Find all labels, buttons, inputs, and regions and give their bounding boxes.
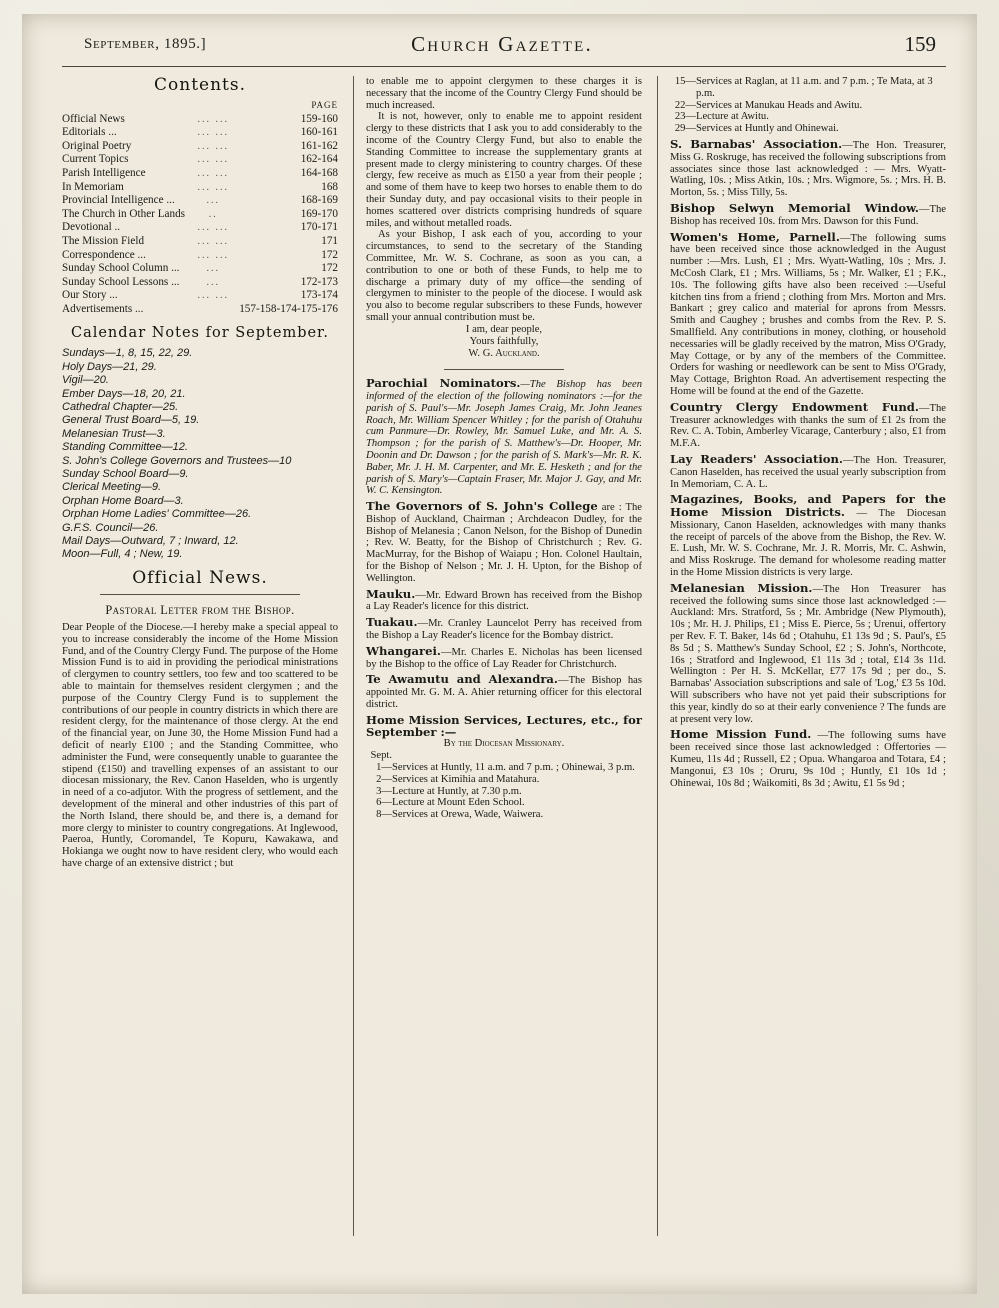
service-date: 23— <box>674 111 696 123</box>
service-date: Sept. 1— <box>370 750 392 774</box>
home-mission-fund-item <box>670 729 946 789</box>
awamutu-item <box>366 674 642 710</box>
letter-signature: W. G. Auckland. <box>468 348 540 360</box>
womens-home-item <box>670 229 947 398</box>
service-text: Lecture at Awitu. <box>696 111 769 123</box>
mauku-body: —Mr. Edward Brown has received from the Bishop a Lay Reader's licence for this district. <box>366 589 642 613</box>
page-sheet <box>22 14 977 1294</box>
leader-dots: ... ... <box>197 222 229 234</box>
service-list-item <box>366 774 642 786</box>
barnabas-body: —The Hon. Treasurer, Miss G. Roskruge, has received the following subscriptions from associates since those last acknowledged : — Mrs. Wyatt-Watling, 10s. ; Miss Atkin, 10s. ; Mrs. Wigmore, 5s. ; Mrs. H. B. Morton, 5s. ; Miss Tilly, 5s. <box>670 139 946 199</box>
contents-pages: 168 <box>321 180 338 193</box>
governors-head: The Governors of S. John's College <box>366 499 598 514</box>
service-text: Services at Kimihia and Matahura. <box>392 773 540 785</box>
leader-dots: ... ... <box>197 113 229 125</box>
contents-label: Provincial Intelligence ... <box>62 194 175 207</box>
table-row <box>62 153 338 167</box>
service-text: Lecture at Mount Eden School. <box>392 797 525 809</box>
service-list-item <box>366 750 642 774</box>
calendar-line: Sundays—1, 8, 15, 22, 29. <box>62 347 193 360</box>
whangarei-body: —Mr. Charles E. Nicholas has been licensed by the Bishop to the office of Lay Reader for Christchurch. <box>366 646 642 670</box>
mauku-item <box>366 586 642 614</box>
table-row <box>62 262 338 276</box>
service-list-item <box>670 123 946 135</box>
leader-dots: ... ... <box>197 167 229 179</box>
letter-paragraph: to enable me to appoint clergymen to these charges it is necessary that the income of the Country Clergy Fund should be much increased. <box>366 76 642 111</box>
service-text: Services at Raglan, at 11 a.m. and 7 p.m. ; Te Mata, at 3 p.m. <box>696 76 933 99</box>
letter-yours: Yours faithfully, <box>469 335 539 347</box>
leader-dots: ... ... <box>197 140 229 152</box>
calendar-line: Moon—Full, 4 ; New, 19. <box>62 548 183 561</box>
service-list-item <box>670 111 946 123</box>
service-text: Services at Huntly and Ohinewai. <box>696 123 839 135</box>
calendar-line: Vigil—20. <box>62 374 109 387</box>
calendar-line: General Trust Board—5, 19. <box>62 414 200 427</box>
womens-home-head: Women's Home, Parnell. <box>670 229 840 244</box>
lay-readers-head: Lay Readers' Association. <box>670 451 843 466</box>
leader-dots: ... ... <box>197 181 229 193</box>
section-rule <box>444 369 564 370</box>
leader-dots: ... ... <box>197 154 229 166</box>
header-rule <box>62 66 946 67</box>
contents-label: Original Poetry <box>62 139 132 152</box>
calendar-line: Holy Days—21, 29. <box>62 360 157 373</box>
contents-label: Sunday School Lessons ... <box>62 275 180 288</box>
contents-pages: 172-173 <box>300 275 338 288</box>
table-row <box>62 303 338 317</box>
contents-label: Advertisements ... <box>62 302 144 315</box>
tuakau-body: —Mr. Cranley Launcelot Perry has received from the Bishop a Lay Reader's licence for the Bombay district. <box>366 618 642 642</box>
selwyn-window-item <box>670 200 946 228</box>
column-2 <box>366 76 642 1266</box>
home-mission-services-subhead: By the Diocesan Missionary. <box>443 738 565 750</box>
lay-readers-body: —The Hon. Treasurer, Canon Haselden, has received the usual yearly subscription from In Memoriam, C. A. L. <box>670 454 946 490</box>
columns-container <box>62 76 946 1266</box>
contents-page-label: PAGE <box>311 99 338 110</box>
service-date: 6— <box>376 797 392 809</box>
calendar-line: Sunday School Board—9. <box>62 467 189 480</box>
magazines-body: — The Diocesan Missionary, Canon Haselden, acknowledges with many thanks the receipt of parcels of the above from the Bishop, the Rev. W. E. Lush, Mr. W. S. Cochrane, Mr. J. R. Morris, Mr. C. Ashwin, and Miss Roskruge. The demand for wholesome reading matter in the Home Mission districts is very large. <box>670 508 947 579</box>
calendar-title: Calendar Notes for September. <box>70 324 330 341</box>
home-mission-fund-head: Home Mission Fund. <box>670 727 812 742</box>
womens-home-body: —The following sums have been received since those acknowledged in the August number :—Mrs. Lush, £1 ; Mrs. Wyatt-Watling, 10s ; Mrs. J. McCosh Clark, £1 ; Mrs. Williams, 5s ; Mr. Walker, £1 ; F.K., 10s. The following gifts have also been received :—Useful kitchen tins from a friend ; clothing from Mrs. Morton and Mrs. Bankart ; grey calico and material for aprons from Messrs. Smith and Caughey ; brushes and combs from the Rev. P. S. Smallfield. Any contributions in money, clothing, or household necessaries will be gladly received by the matron, Miss O'Grady, May Cottage, or by any of the members of the Committee. Orders for washing or needlework can be sent to Miss O'Grady, May Cottage, Brighton Road. An advertisement respecting the Home will be found at the end of the Gazette. <box>670 232 947 397</box>
contents-pages: 169-170 <box>300 207 338 220</box>
lay-readers-item <box>670 451 946 490</box>
leader-dots: ... <box>206 195 220 207</box>
service-text: Services at Manukau Heads and Awitu. <box>696 99 863 111</box>
contents-pages: 168-169 <box>300 194 338 207</box>
contents-pages: 172 <box>321 248 338 261</box>
page-header <box>62 32 942 66</box>
calendar-line: G.F.S. Council—26. <box>62 521 159 534</box>
contents-pages: 164-168 <box>300 166 338 179</box>
parochial-nominators-body: —The Bishop has been informed of the election of the following nominators :—for the parish of S. Paul's—Mr. Joseph James Craig, Mr. John Jeanes Roach, Mr. William Spencer Whitley ; for the parish of Otahuhu cum Panmure—Dr. Rowley, Mr. Samuel Luke, and Mr. A. S. Thompson ; for the parish of S. Matthew's—Dr. Hooper, Mr. Doonin and Dr. Dawson ; for the parish of S. Mark's—Mr. R. K. Baber, Mr. J. H. M. Carpenter, and Mr. E. Hesketh ; and for the parish of S. Mary's—Captain Fraser, Mr. Major J. Gay, and Mr. W. C. Kensington. <box>366 379 642 497</box>
service-list-item <box>366 797 642 809</box>
leader-dots: ... <box>206 276 220 288</box>
melanesian-item <box>670 580 946 726</box>
calendar-line: Ember Days—18, 20, 21. <box>62 387 186 400</box>
contents-label: Current Topics <box>62 153 129 166</box>
contents-pages: 170-171 <box>300 221 338 234</box>
service-text: Lecture at Huntly, at 7.30 p.m. <box>392 785 522 797</box>
contents-pages: 160-161 <box>300 126 338 139</box>
service-list-item <box>670 100 946 112</box>
melanesian-body: —The Hon Treasurer has received the following sums since those last acknowledged :—Auckland: Mrs. Stratford, 5s ; Mr. Ambridge (New Plymouth), 10s ; Mr. H. J. Philips, £1 ; Miss E. Pierce, 5s ; Urenui, offertory per Rev. F. T. Baker, 14s 6d ; Otahuhu, £1 13s 9d ; S. Paul's, £5 8s 5d ; S. Matthew's Sunday School, £2 ; S. John's, Northcote, 16s ; Stratford and Inglewood, £1 11s 3d ; total, £14 3s 11d. Wellington : Per H. S. McKellar, £77 17s 9d ; per do., S. Barnabas' Association subscriptions and sale of 'Log,' £3 5s 10d. Will subscribers who have not yet paid their subscriptions for this year, kindly do so at their early convenience ? The funds are at present very low. <box>670 583 946 725</box>
service-date: 22— <box>674 99 696 111</box>
home-mission-services-head: Home Mission Services, Lectures, etc., for September :— <box>366 712 642 739</box>
melanesian-head: Melanesian Mission. <box>670 580 813 595</box>
leader-dots: ... <box>206 263 220 275</box>
mauku-head: Mauku. <box>366 586 416 601</box>
contents-pages: 157-158-174-175-176 <box>239 302 338 315</box>
service-list-item <box>366 786 642 798</box>
contents-label: Editorials ... <box>62 126 117 139</box>
column-3 <box>670 76 946 1266</box>
contents-title: Contents. <box>154 75 246 95</box>
governors-item <box>366 501 642 585</box>
contents-pages: 159-160 <box>300 112 338 125</box>
official-news-title: Official News. <box>132 567 268 588</box>
table-row <box>62 221 338 235</box>
contents-label: Official News <box>62 112 125 125</box>
calendar-line: Orphan Home Ladies' Committee—26. <box>62 508 252 521</box>
endowment-item <box>670 399 946 450</box>
selwyn-window-body: —The Bishop has received 10s. from Mrs. Dawson for this Fund. <box>670 203 946 227</box>
column-1 <box>62 76 338 1266</box>
section-rule <box>100 594 300 595</box>
service-date: 8— <box>376 809 392 821</box>
calendar-line: S. John's College Governors and Trustees—10 <box>62 454 292 467</box>
table-row <box>62 208 338 222</box>
leader-dots: ... ... <box>197 235 229 247</box>
contents-label: The Mission Field <box>62 234 145 247</box>
contents-label: Devotional .. <box>62 221 121 234</box>
awamutu-body: —The Bishop has appointed Mr. G. M. A. Ahier returning officer for this electoral district. <box>366 675 642 711</box>
header-date: September, 1895.] <box>84 36 207 52</box>
calendar-line: Standing Committee—12. <box>62 441 188 454</box>
leader-dots: ... ... <box>197 290 229 302</box>
service-date: 15— <box>674 76 696 87</box>
column-divider-2 <box>657 76 658 1236</box>
table-row <box>62 113 338 127</box>
home-mission-fund-body: —The following sums have been received since those last acknowledged : Offertories — Kumeu, 11s 4d ; Russell, £2 ; Opua. Whangaroa and Totara, £4 ; Mangonui, £3 10s ; Oruru, 9s 10d ; Huntly, £1 10s 1d ; Ohinewai, 10s 8d ; Waikomiti, 8s 3d ; Awitu, £1 5s 9d ; <box>670 730 946 789</box>
governors-body: are : The Bishop of Auckland, Chairman ; Archdeacon Dudley, for the Bishop of Melanesia ; Canon Nelson, for the Bishop of Dunedin ; Rev. W. Beatty, for the Bishop of Christchurch ; Rev. G. MacMurray, for the Bishop of Waiapu ; Hon. Colonel Haultain, for the Bishop of Nelson ; Mr. J. H. Upton, for the Bishop of Wellington. <box>366 502 642 584</box>
letter-paragraph: As your Bishop, I ask each of you, according to your circumstances, to send to the secretary of the Standing Committee, Mr. W. S. Cochrane, as soon as you can, a contribution to one or both of these Funds, to help me to discharge a primary duty of my office—the sending of clergymen to minister to the people of the diocese. I would ask you also to become regular subscribers to these Funds, however small your annual contribution must be. <box>366 229 642 323</box>
calendar-line: Clerical Meeting—9. <box>62 481 162 494</box>
endowment-body: —The Treasurer acknowledges with thanks the sum of £1 2s from the Rev. C. A. Tobin, Amberley Vicarage, Canterbury ; also, £1 from M.F.A. <box>670 402 946 450</box>
pastoral-letter-heading: Pastoral Letter from the Bishop. <box>105 602 295 617</box>
service-date: 29— <box>674 123 696 135</box>
contents-pages: 171 <box>321 234 338 247</box>
contents-label: Correspondence ... <box>62 248 146 261</box>
calendar-line: Melanesian Trust—3. <box>62 427 166 440</box>
table-row <box>62 167 338 181</box>
table-row <box>62 140 338 154</box>
table-row <box>62 289 338 303</box>
leader-dots <box>196 303 230 317</box>
column-divider-1 <box>353 76 354 1236</box>
tuakau-item <box>366 617 642 642</box>
magazines-head: Magazines, Books, and Papers for the Home Mission Districts. <box>670 492 946 520</box>
contents-table <box>62 113 338 317</box>
contents-pages: 172 <box>321 262 338 275</box>
table-row <box>62 194 338 208</box>
contents-label: Parish Intelligence <box>62 166 146 179</box>
publication-title: Church Gazette. <box>411 32 593 56</box>
calendar-line: Mail Days—Outward, 7 ; Inward, 12. <box>62 534 239 547</box>
contents-pages: 162-164 <box>300 153 338 166</box>
letter-paragraph: It is not, however, only to enable me to appoint resident clergy to these districts that I ask you to add considerably to the income of the Country Clergy Fund, but also to enable the Standing Committee to increase the supplementary grants at present made to clergy ministering to country charges. Of these clergy, few receive as much as £150 a year from their people ; and some of them have to keep two horses to enable them to do their Sunday duty, and pay occasional visits to their people in homes scattered over districts comprising hundreds of square miles, and without metalled roads. <box>366 111 642 229</box>
selwyn-window-head: Bishop Selwyn Memorial Window. <box>670 200 919 215</box>
calendar-line: Orphan Home Board—3. <box>62 494 184 507</box>
leader-dots: ... ... <box>197 249 229 261</box>
service-list-item <box>670 76 946 100</box>
magazines-item <box>670 494 946 579</box>
table-row <box>62 249 338 263</box>
service-date: 3— <box>376 785 392 797</box>
contents-label: In Memoriam <box>62 180 124 193</box>
table-row <box>62 181 338 195</box>
service-list-item <box>366 809 642 821</box>
parochial-nominators-item <box>366 378 642 497</box>
service-date: 2— <box>376 773 392 785</box>
contents-label: The Church in Other Lands <box>62 207 186 220</box>
contents-pages: 161-162 <box>300 139 338 152</box>
awamutu-head: Te Awamutu and Alexandra. <box>366 672 558 687</box>
leader-dots: .. <box>208 208 218 220</box>
service-text: Services at Orewa, Wade, Waiwera. <box>392 809 544 821</box>
calendar-line: Cathedral Chapter—25. <box>62 400 179 413</box>
table-row <box>62 235 338 249</box>
leader-dots: ... ... <box>197 127 229 139</box>
contents-label: Our Story ... <box>62 289 118 302</box>
barnabas-head: S. Barnabas' Association. <box>670 136 843 151</box>
table-row <box>62 126 338 140</box>
endowment-head: Country Clergy Endowment Fund. <box>670 399 919 414</box>
contents-label: Sunday School Column ... <box>62 262 180 275</box>
parochial-nominators-head: Parochial Nominators. <box>366 376 521 391</box>
barnabas-item <box>670 136 946 199</box>
letter-closing: I am, dear people, <box>465 323 543 335</box>
contents-pages: 173-174 <box>300 289 338 302</box>
service-text: Services at Huntly, 11 a.m. and 7 p.m. ; Ohinewai, 3 p.m. <box>392 762 635 774</box>
tuakau-head: Tuakau. <box>366 615 418 630</box>
page-number: 159 <box>904 32 936 56</box>
whangarei-head: Whangarei. <box>366 643 441 658</box>
table-row <box>62 276 338 290</box>
pastoral-letter-body: Dear People of the Diocese.—I hereby make a special appeal to you to increase considerably the income of the Home Mission Fund, and of the Country Clergy Fund. The purpose of the Home Mission Fund is to aid in providing the periodical ministrations of clergymen to country settlers, too few and too scattered to be able to maintain for themselves resident clergymen ; and the purpose of the Country Clergy Fund is to supplement the contributions of our people in country districts in which there are resident clergy, for the maintenance of those clergy. At the end of the financial year, on June 30, the Home Mission Fund had a deficit of nearly £100 ; and the Standing Committee, who administer the Fund, were consequently unable to guarantee the stipend (£150) and travelling expenses of an assistant to our diocesan missionary, the Rev. Canon Haselden, who is urgently in need of a co-adjutor. With the progress of settlement, and the development of the mineral and other industries of this part of the North Island, there should be, and there is, a demand for more clergy to minister to country congregations. At Inglewood, Paeroa, Huntly, Coromandel, Te Kopuru, Kawakawa, and Hokianga we ought now to have resident clery, who would each have charge of an extensive district ; but <box>62 622 338 870</box>
whangarei-item <box>366 643 642 671</box>
